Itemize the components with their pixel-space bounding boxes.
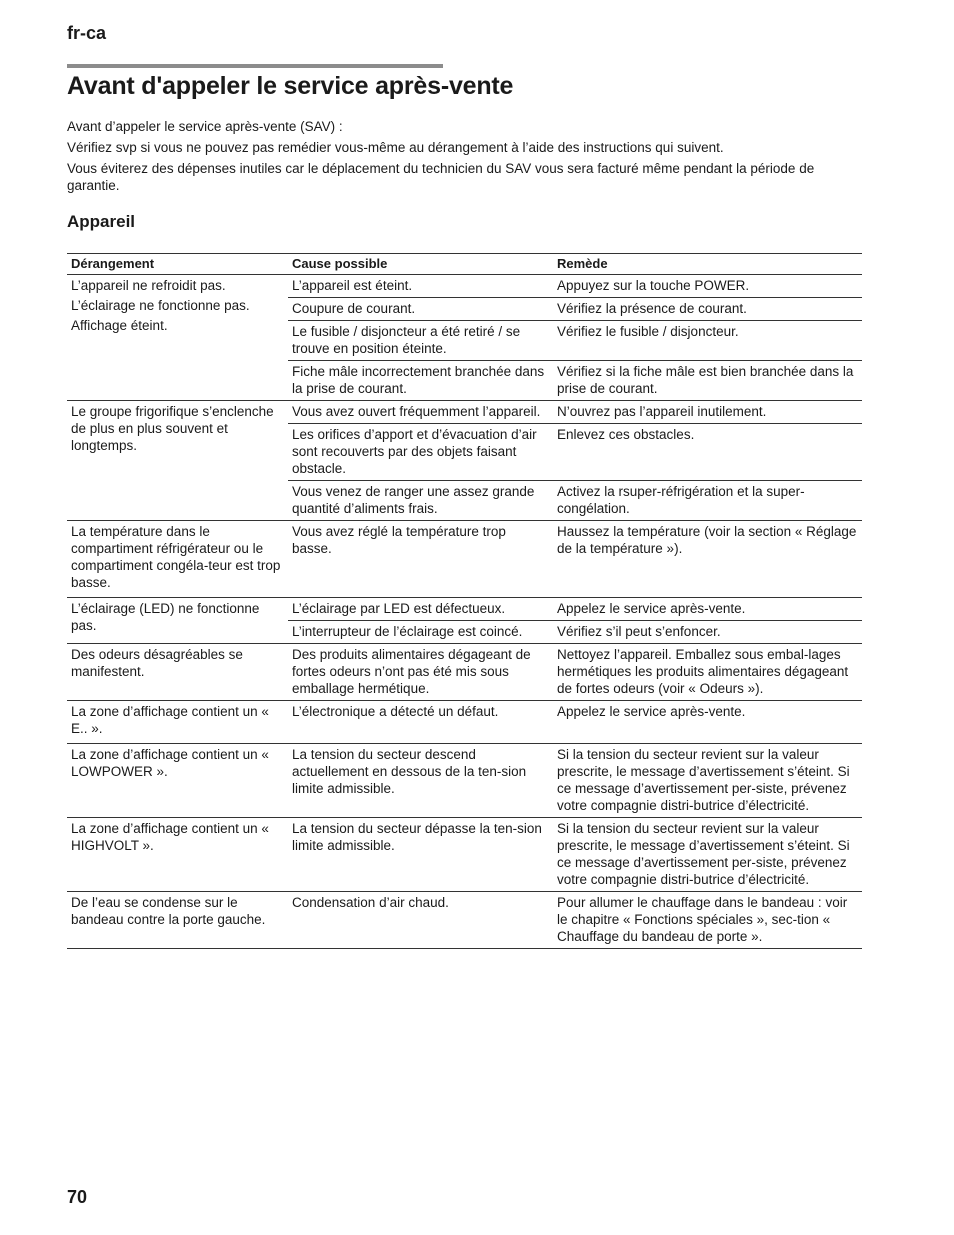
intro-text (67, 118, 847, 198)
troubleshooting-table (67, 253, 862, 949)
table-row (67, 401, 862, 424)
problem-text: L’appareil ne refroidit pas. (71, 278, 226, 293)
column-header-problem: Dérangement (67, 254, 288, 275)
remedy-cell: Vérifiez la présence de courant. (553, 298, 862, 321)
table-row (67, 701, 862, 744)
language-code: fr-ca (67, 23, 107, 43)
problem-cell (67, 401, 288, 521)
problem-cell (67, 744, 288, 818)
problem-cell (67, 598, 288, 644)
cause-cell: Le fusible / disjoncteur a été retiré / se trouve en position éteinte. (288, 321, 553, 361)
problem-text: L’éclairage (LED) ne fonctionne pas. (71, 601, 260, 633)
table-row (67, 521, 862, 598)
remedy-cell: Appelez le service après-vente. (553, 701, 862, 744)
problem-text: La zone d’affichage contient un « E.. ». (71, 704, 269, 736)
remedy-cell: Enlevez ces obstacles. (553, 424, 862, 481)
page-number: 70 (67, 1187, 88, 1207)
problem-cell (67, 818, 288, 892)
remedy-cell: Appuyez sur la touche POWER. (553, 275, 862, 298)
problem-text: Le groupe frigorifique s’enclenche de plus en plus souvent et longtemps. (71, 404, 274, 453)
cause-cell: Fiche mâle incorrectement branchée dans la prise de courant. (288, 361, 553, 401)
cause-cell: L’éclairage par LED est défectueux. (288, 598, 553, 621)
table-header-row (67, 254, 862, 275)
remedy-cell: Activez la rsuper-réfrigération et la super-congélation. (553, 481, 862, 521)
cause-cell: L’électronique a détecté un défaut. (288, 701, 553, 744)
cause-cell: L’interrupteur de l’éclairage est coincé. (288, 621, 553, 644)
cause-cell: L’appareil est éteint. (288, 275, 553, 298)
cause-cell: Vous avez ouvert fréquemment l’appareil. (288, 401, 553, 424)
remedy-cell: Nettoyez l’appareil. Emballez sous embal-lages hermétiques les produits alimentaires dégageant de fortes odeurs (voir « Odeurs »). (553, 644, 862, 701)
title-rule (67, 64, 443, 68)
intro-paragraph: Avant d’appeler le service après-vente (SAV) : (67, 119, 343, 134)
remedy-cell: Si la tension du secteur revient sur la valeur prescrite, le message d’avertissement s’éteint. Si ce message d’avertissement per-siste, prévenez votre compagnie distri-butrice d’électricité. (553, 744, 862, 818)
table-row (67, 744, 862, 818)
problem-cell (67, 701, 288, 744)
page-title: Avant d'appeler le service après-vente (67, 72, 514, 100)
cause-cell: La tension du secteur dépasse la ten-sion limite admissible. (288, 818, 553, 892)
table-row (67, 818, 862, 892)
table-row (67, 644, 862, 701)
remedy-cell: Appelez le service après-vente. (553, 598, 862, 621)
table-row (67, 892, 862, 949)
cause-cell: La tension du secteur descend actuellement en dessous de la ten-sion limite admissible. (288, 744, 553, 818)
cause-cell: Vous venez de ranger une assez grande quantité d’aliments frais. (288, 481, 553, 521)
cause-cell: Vous avez réglé la température trop basse. (288, 521, 553, 598)
remedy-cell: Haussez la température (voir la section « Réglage de la température »). (553, 521, 862, 598)
problem-text: La zone d’affichage contient un « HIGHVOLT ». (71, 821, 269, 853)
intro-paragraph: Vous éviterez des dépenses inutiles car le déplacement du technicien du SAV vous sera facturé même pendant la période de garantie. (67, 161, 815, 193)
problem-cell (67, 275, 288, 401)
table-body (67, 275, 862, 949)
column-header-remedy: Remède (553, 254, 862, 275)
column-header-cause: Cause possible (288, 254, 553, 275)
remedy-cell: Vérifiez le fusible / disjoncteur. (553, 321, 862, 361)
cause-cell: Coupure de courant. (288, 298, 553, 321)
problem-text: De l’eau se condense sur le bandeau contre la porte gauche. (71, 895, 266, 927)
remedy-cell: Pour allumer le chauffage dans le bandeau : voir le chapitre « Fonctions spéciales », sec-tion « Chauffage du bandeau de porte ». (553, 892, 862, 949)
problem-text: Affichage éteint. (71, 318, 168, 333)
table-row (67, 275, 862, 298)
cause-cell: Des produits alimentaires dégageant de fortes odeurs n’ont pas été mis sous emballage hermétique. (288, 644, 553, 701)
cause-cell: Condensation d’air chaud. (288, 892, 553, 949)
problem-cell (67, 521, 288, 598)
section-heading: Appareil (67, 212, 136, 231)
intro-paragraph: Vérifiez svp si vous ne pouvez pas remédier vous-même au dérangement à l’aide des instructions qui suivent. (67, 140, 724, 155)
problem-text: L’éclairage ne fonctionne pas. (71, 298, 250, 313)
problem-text: Des odeurs désagréables se manifestent. (71, 647, 243, 679)
remedy-cell: N’ouvrez pas l’appareil inutilement. (553, 401, 862, 424)
cause-cell: Les orifices d’apport et d’évacuation d’air sont recouverts par des objets faisant obstacle. (288, 424, 553, 481)
problem-cell (67, 892, 288, 949)
table-row (67, 598, 862, 621)
problem-text: La température dans le compartiment réfrigérateur ou le compartiment congéla-teur est trop basse. (71, 524, 281, 590)
problem-cell (67, 644, 288, 701)
problem-text: La zone d’affichage contient un « LOWPOWER ». (71, 747, 269, 779)
remedy-cell: Vérifiez si la fiche mâle est bien branchée dans la prise de courant. (553, 361, 862, 401)
remedy-cell: Vérifiez s’il peut s’enfoncer. (553, 621, 862, 644)
remedy-cell: Si la tension du secteur revient sur la valeur prescrite, le message d’avertissement s’éteint. Si ce message d’avertissement per-siste, prévenez votre compagnie distri-butrice d’électricité. (553, 818, 862, 892)
